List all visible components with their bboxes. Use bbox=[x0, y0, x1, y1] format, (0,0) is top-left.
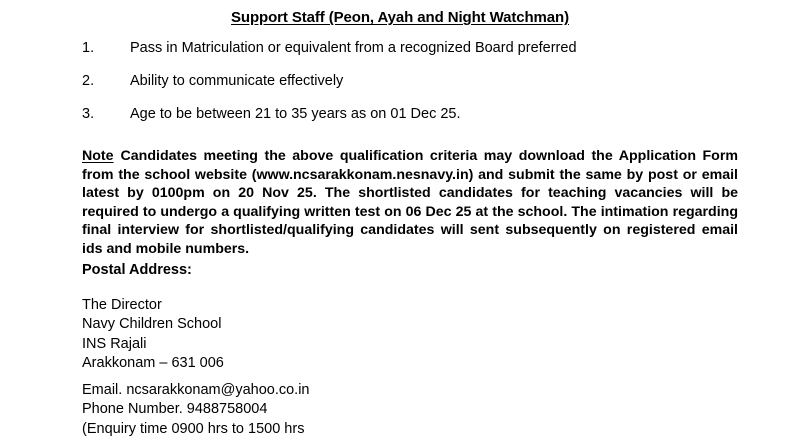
address-line: Arakkonam – 631 006 bbox=[82, 355, 224, 372]
list-item-text: Ability to communicate effectively bbox=[130, 73, 344, 89]
list-item-number: 2. bbox=[82, 73, 95, 89]
page-title-text: Support Staff (Peon, Ayah and Night Watchman) bbox=[231, 9, 569, 26]
note-paragraph bbox=[82, 147, 738, 259]
list-item-number: 1. bbox=[82, 40, 95, 56]
list-item-text: Age to be between 21 to 35 years as on 01 Dec 25. bbox=[130, 106, 461, 122]
list-item-text: Pass in Matriculation or equivalent from a recognized Board preferred bbox=[130, 40, 577, 56]
postal-address-heading: Postal Address: bbox=[82, 262, 192, 278]
email-line: Email. ncsarakkonam@yahoo.co.in bbox=[82, 382, 310, 398]
list-item bbox=[0, 40, 800, 73]
contact-block bbox=[82, 381, 310, 439]
criteria-list bbox=[0, 40, 800, 139]
enquiry-time-line: (Enquiry time 0900 hrs to 1500 hrs bbox=[82, 420, 305, 437]
address-line: The Director bbox=[82, 297, 162, 313]
phone-line: Phone Number. 9488758004 bbox=[82, 401, 268, 418]
address-line: Navy Children School bbox=[82, 316, 222, 333]
note-label: Note bbox=[82, 148, 114, 164]
list-item-number: 3. bbox=[82, 106, 95, 122]
postal-address-block bbox=[82, 296, 224, 374]
address-line: INS Rajali bbox=[82, 335, 147, 352]
list-item bbox=[0, 106, 800, 139]
note-body: Candidates meeting the above qualification criteria may download the Application Form from the school website (www.ncsarakkonam.nesnavy.in) and submit the same by post or email latest by 0100pm on 20 Nov 25. The shortlisted candidates for teaching vacancies will be required to undergo a qualifying written test on 06 Dec 25 at the school. The intimation regarding final interview for shortlisted/qualifying candidates will sent subsequently on registered email ids and mobile numbers. bbox=[82, 148, 738, 257]
page-title bbox=[0, 9, 800, 26]
list-item bbox=[0, 73, 800, 106]
